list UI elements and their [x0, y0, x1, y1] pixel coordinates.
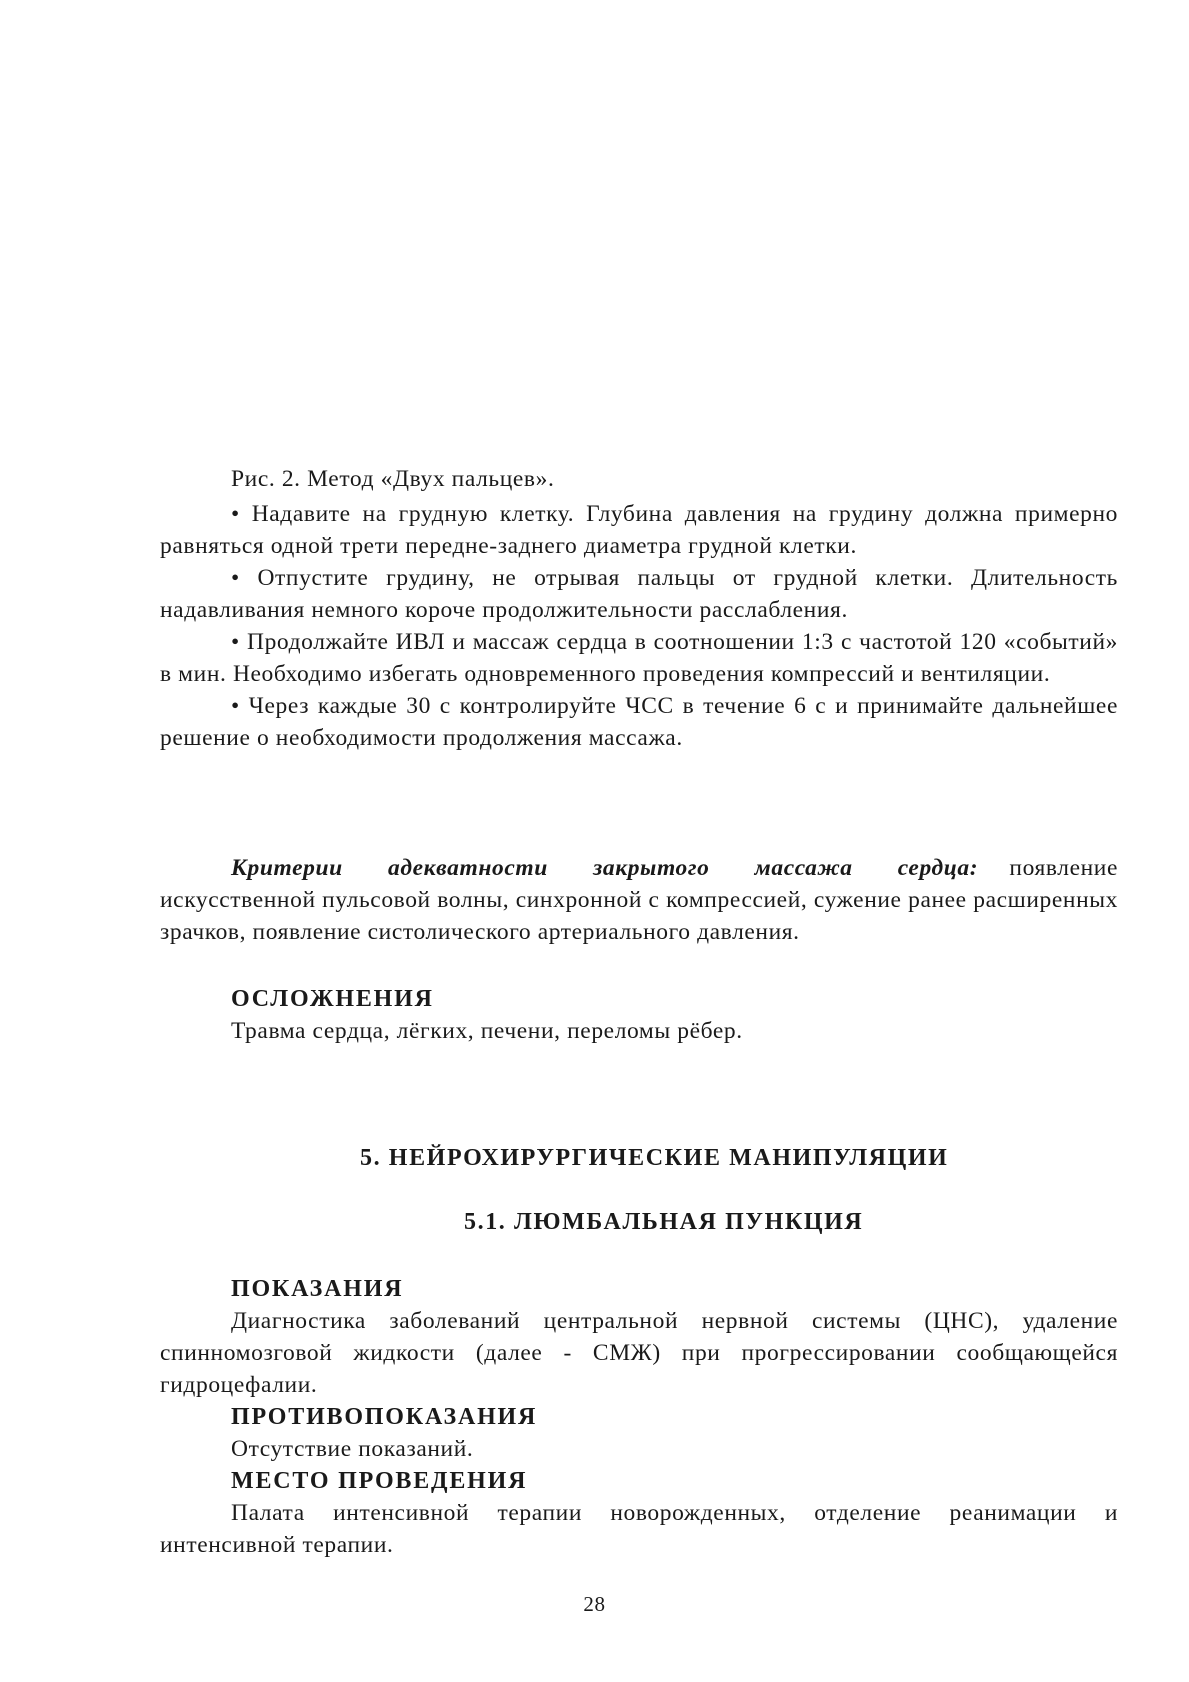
indications-text: Диагностика заболеваний центральной нервной системы (ЦНС), удаление спинномозговой жидкости (далее - СМЖ) при прогрессировании сообщающейся гидроцефалии.	[160, 1308, 1118, 1398]
criteria-paragraph	[160, 852, 1118, 948]
step-item: • Через каждые 30 с контролируйте ЧСС в течение 6 с и принимайте дальнейшее решение о необходимости продолжения массажа.	[160, 693, 1118, 751]
section-heading: 5. НЕЙРОХИРУРГИЧЕСКИЕ МАНИПУЛЯЦИИ	[360, 1145, 949, 1171]
page-number: 28	[583, 1592, 606, 1616]
complications-section	[160, 983, 1118, 1047]
complications-heading: ОСЛОЖНЕНИЯ	[231, 986, 434, 1012]
step-item: • Надавите на грудную клетку. Глубина давления на грудину должна примерно равняться одной трети передне-заднего диаметра грудной клетки.	[160, 501, 1118, 559]
step-item: • Отпустите грудину, не отрывая пальцы от грудной клетки. Длительность надавливания немного короче продолжительности расслабления.	[160, 565, 1118, 623]
indications-section	[160, 1273, 1118, 1561]
steps-list	[160, 498, 1118, 754]
figure-caption: Рис. 2. Метод «Двух пальцев».	[231, 466, 555, 492]
location-heading: МЕСТО ПРОВЕДЕНИЯ	[231, 1468, 528, 1494]
step-item: • Продолжайте ИВЛ и массаж сердца в соотношении 1:3 с частотой 120 «событий» в мин. Необходимо избегать одновременного проведения компрессий и вентиляции.	[160, 629, 1118, 687]
location-text: Палата интенсивной терапии новорожденных, отделение реанимации и интенсивной терапии.	[160, 1500, 1118, 1558]
criteria-label: Критерии адекватности закрытого массажа сердца:	[231, 855, 979, 881]
contraindications-text: Отсутствие показаний.	[231, 1436, 474, 1462]
indications-heading: ПОКАЗАНИЯ	[231, 1276, 404, 1302]
criteria-text: появление искусственной пульсовой волны, синхронной с компрессией, сужение ранее расширенных зрачков, появление систолического артериального давления.	[160, 855, 1119, 945]
complications-text: Травма сердца, лёгких, печени, переломы рёбер.	[231, 1018, 743, 1044]
subsection-heading: 5.1. ЛЮМБАЛЬНАЯ ПУНКЦИЯ	[464, 1209, 864, 1235]
contraindications-heading: ПРОТИВОПОКАЗАНИЯ	[231, 1404, 538, 1430]
